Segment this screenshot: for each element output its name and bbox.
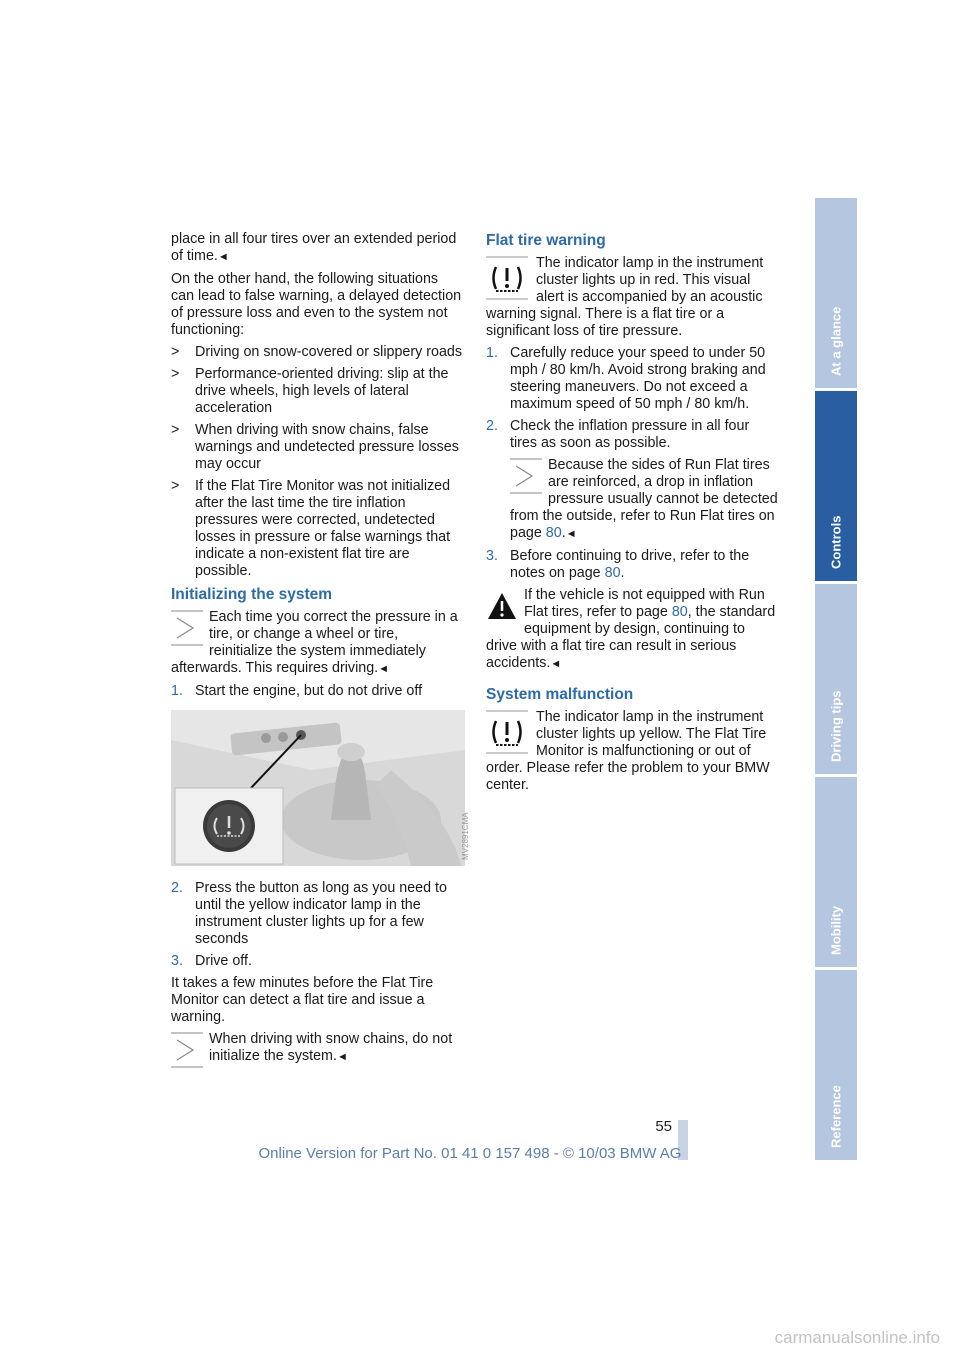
page-number: 55 [655, 1118, 672, 1135]
chains-note: When driving with snow chains, do not initialize the system.◄ [171, 1031, 463, 1066]
warning-note: If the vehicle is not equipped with Run Flat tires, refer to page 80, the standard equipment by design, continuing to drive with a flat tire can result in serious accidents.◄ [486, 587, 776, 671]
flat-tire-step-3 [486, 548, 778, 582]
tire-pressure-warning-icon [486, 257, 528, 299]
tab-mobility[interactable]: Mobility [815, 777, 857, 967]
malfunction-text: The indicator lamp in the instrument cluster lights up yellow. The Flat Tire Monitor is malfunctioning or out of order. Please refer the problem to your BMW center. [486, 709, 770, 793]
list-item: > When driving with snow chains, false warnings and undetected pressure losses may occur [171, 422, 459, 472]
warning-triangle-icon [486, 589, 518, 623]
footer-text: Online Version for Part No. 01 41 0 157 498 - © 10/03 BMW AG [258, 1145, 682, 1162]
init-note: Each time you correct the pressure in a tire, or change a wheel or tire, reinitialize the system immediately afterwards. This requires driving.◄ [171, 609, 458, 676]
left-column [171, 231, 470, 1071]
closing-text: It takes a few minutes before the Flat Tire Monitor can detect a flat tire and issue a warning. [171, 975, 434, 1025]
section-tabs [815, 198, 857, 1160]
heading-initializing: Initializing the system [171, 586, 333, 603]
list-item: 2. Check the inflation pressure in all four tires as soon as possible. [486, 418, 750, 451]
false-warning-list [171, 344, 463, 580]
photo-code: MV2891CMA [461, 812, 470, 860]
page-link[interactable]: 80 [604, 565, 621, 581]
tab-driving-tips[interactable]: Driving tips [815, 584, 857, 774]
right-column [486, 231, 778, 799]
flat-tire-text: The indicator lamp in the instrument cluster lights up in red. This visual alert is accompanied by an acoustic warning signal. There is a flat tire or a significant loss of tire pressure. [486, 255, 764, 339]
heading-flat-tire-warning: Flat tire warning [486, 232, 606, 249]
page-link[interactable]: 80 [671, 604, 688, 620]
list-item: > Performance-oriented driving: slip at the drive wheels, high levels of lateral acceleration [171, 366, 449, 416]
tire-pressure-warning-icon [486, 711, 528, 753]
page-link[interactable]: 80 [545, 525, 562, 541]
list-item: 2. Press the button as long as you need to until the yellow indicator lamp in the instrument cluster lights up for a few seconds [171, 880, 447, 947]
false-warning-intro: On the other hand, the following situations can lead to false warning, a delayed detection of pressure loss and even to the system not functioning: [171, 271, 462, 338]
list-item: > If the Flat Tire Monitor was not initialized after the last time the tire inflation pressures were corrected, undetected losses in pressure or false warnings that indicate a non-existent flat tire are possible. [171, 478, 451, 579]
tab-controls[interactable]: Controls [815, 391, 857, 581]
list-item: 1. Carefully reduce your speed to under 50 mph / 80 km/h. Avoid strong braking and steering maneuvers. Do not exceed a maximum speed of 50 mph / 80 km/h. [486, 345, 766, 412]
tab-reference[interactable]: Reference [815, 970, 857, 1160]
init-steps-continued [171, 880, 463, 970]
flat-tire-steps [486, 345, 778, 452]
note-arrow-icon [171, 611, 203, 645]
list-item: 3. Drive off. [171, 953, 252, 969]
init-steps [171, 683, 463, 700]
list-item: > Driving on snow-covered or slippery roads [171, 344, 462, 360]
tab-at-a-glance[interactable]: At a glance [815, 198, 857, 388]
runflat-note: Because the sides of Run Flat tires are reinforced, a drop in inflation pressure usually cannot be detected from the outside, refer to Run Flat tires on page 80.◄ [510, 457, 778, 541]
list-item: 1. Start the engine, but do not drive off [171, 683, 423, 699]
intro-text: place in all four tires over an extended period of time.◄ [171, 231, 457, 264]
note-arrow-icon [171, 1033, 203, 1067]
watermark: carmanualsonline.info [774, 1328, 940, 1347]
list-item: 3. Before continuing to drive, refer to the notes on page 80. [486, 548, 750, 581]
gearshift-photo [171, 710, 470, 866]
note-arrow-icon [510, 459, 542, 493]
heading-system-malfunction: System malfunction [486, 686, 634, 703]
